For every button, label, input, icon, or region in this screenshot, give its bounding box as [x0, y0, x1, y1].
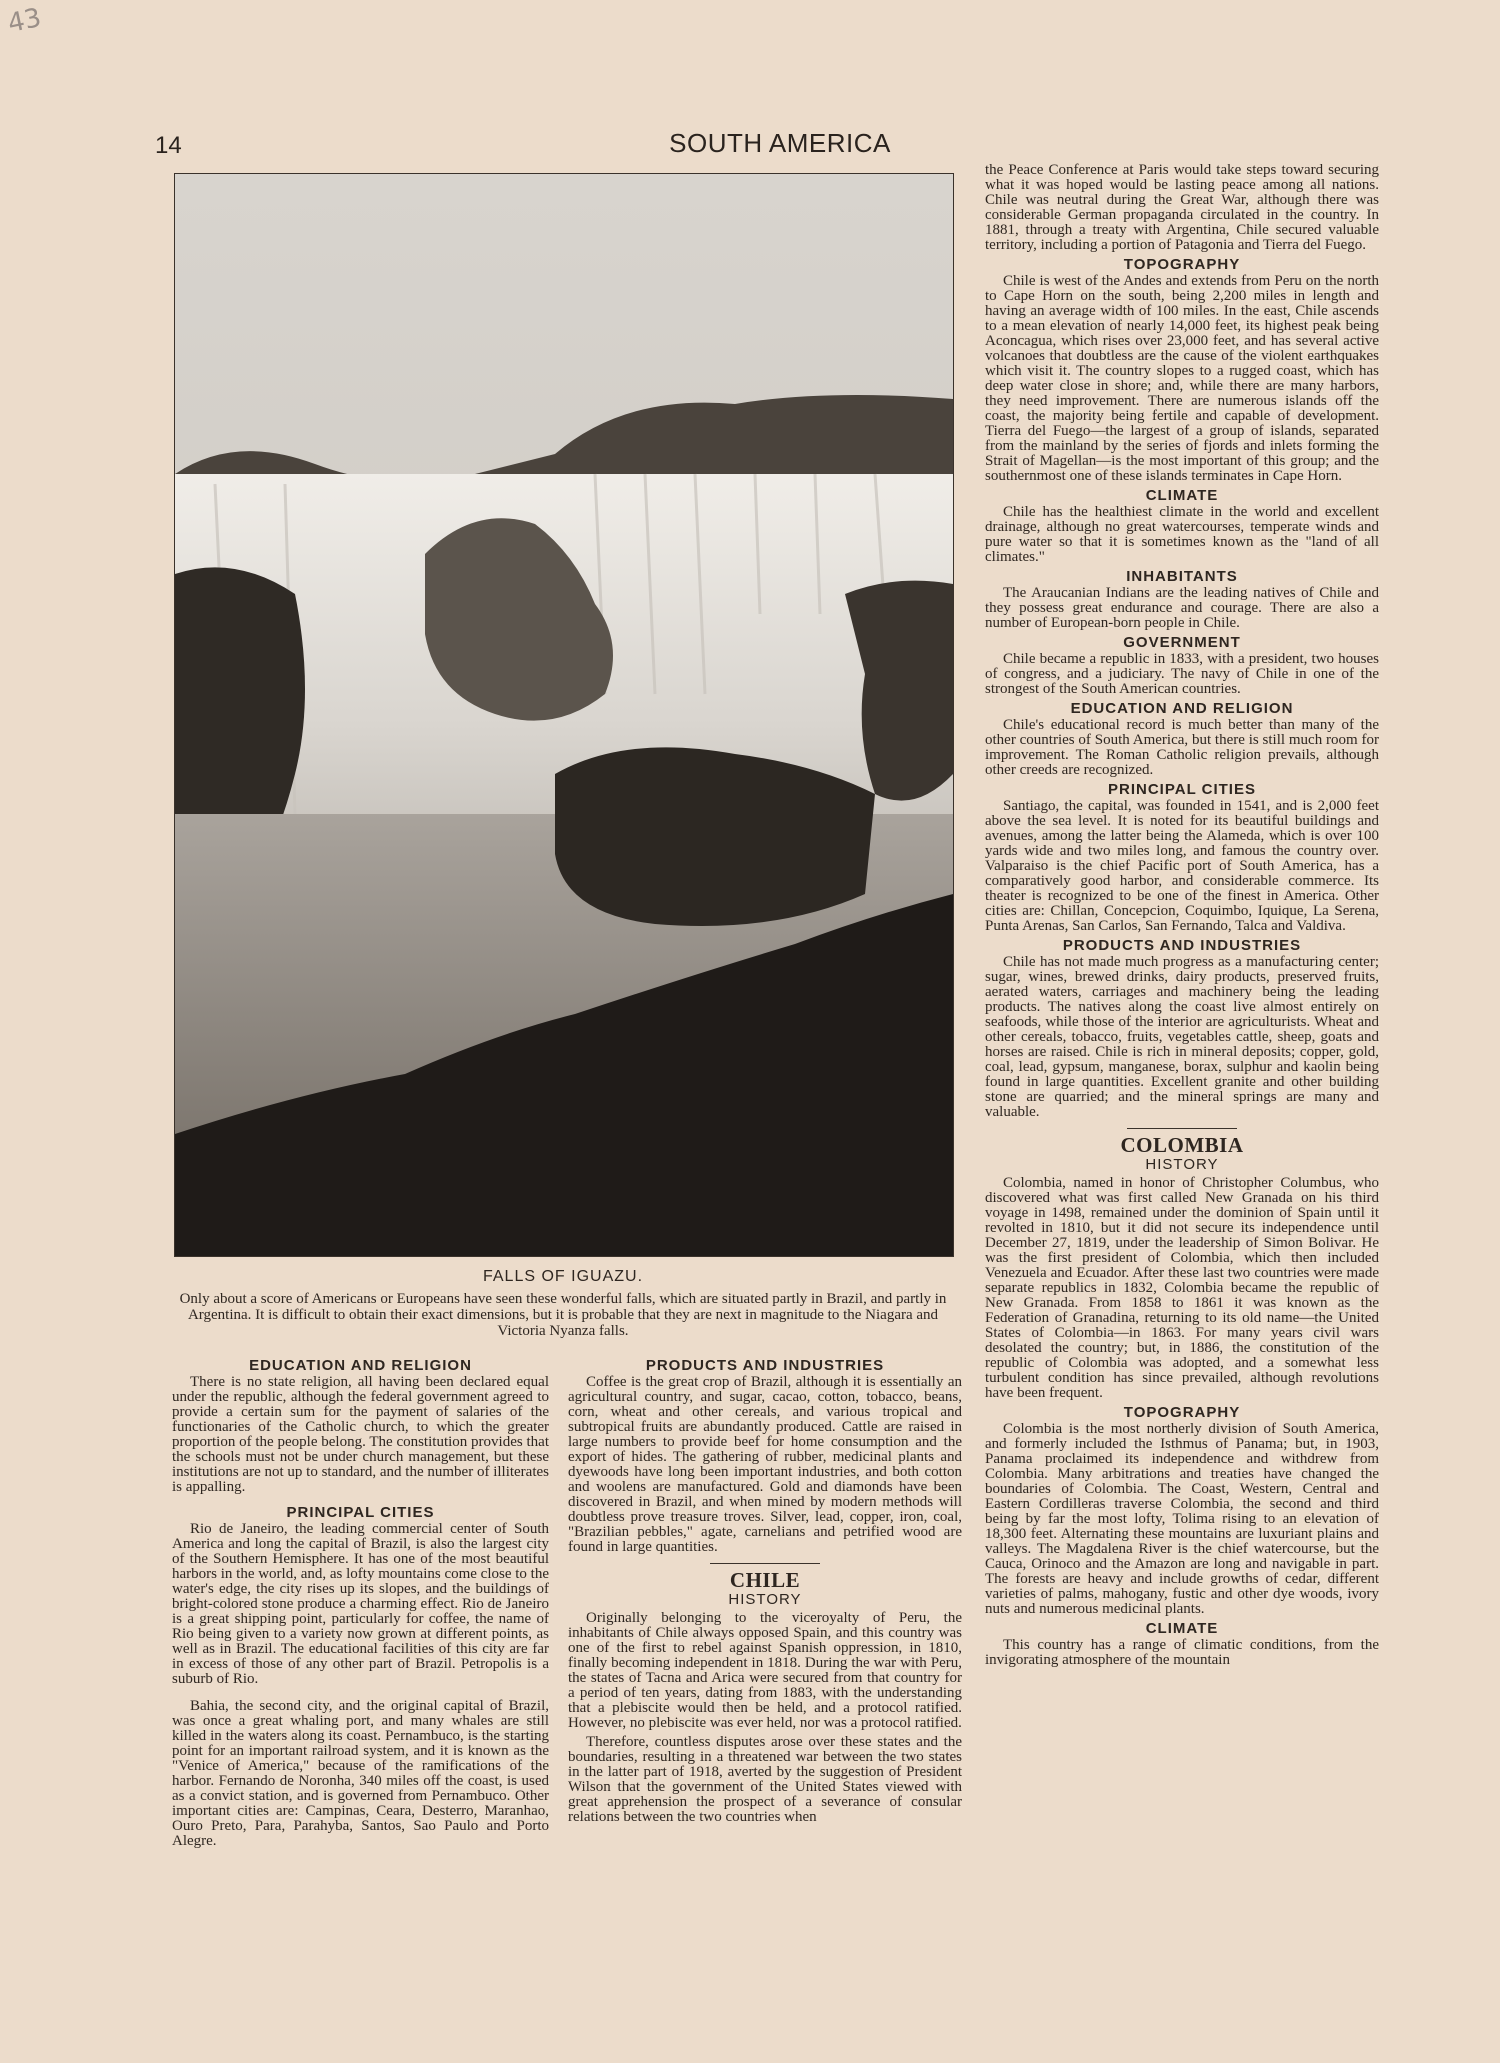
paragraph-chile-education: Chile's educational record is much better than many of the other countries of South America, but there is still much room for improvement. The Roman Catholic religion prevails, although other creeds are recognized.	[985, 717, 1379, 778]
paragraph-colombia-climate: This country has a range of climatic conditions, from the invigorating atmosphere of the mountain	[985, 1637, 1379, 1668]
heading-products-industries: PRODUCTS AND INDUSTRIES	[645, 1357, 885, 1374]
paragraph-chile-history-2: Therefore, countless disputes arose over these states and the boundaries, resulting in a threatened war between the two states in the latter part of 1918, averted by the suggestion of President Wilson that the government of the United States viewed with great apprehension the prospect of a severance of consular relations between the two countries when	[568, 1734, 962, 1825]
caption-title: FALLS OF IGUAZU.	[482, 1268, 644, 1285]
heading-chile-inhabitants: INHABITANTS	[1126, 568, 1238, 585]
heading-chile-climate: CLIMATE	[1145, 487, 1219, 504]
paragraph-chile-history-3: the Peace Conference at Paris would take steps toward securing what it was hoped would be lasting peace among all nations. Chile was neutral during the Great War, although there was considerable German propaganda circulated in the country. In 1881, through a treaty with Argentina, Chile secured valuable territory, including a portion of Patagonia and Tierra del Fuego.	[985, 162, 1379, 253]
heading-principal-cities: PRINCIPAL CITIES	[286, 1504, 435, 1521]
paragraph-products: Coffee is the great crop of Brazil, although it is essentially an agricultural country, and sugar, cacao, cotton, tobacco, beans, corn, wheat and other cereals, and various tropical and subtropical fruits are abundantly produced. Cattle are raised in large numbers to provide beef for home consumption and the export of hides. The gathering of rubber, medicinal plants and dyewoods have long been important industries, and both cotton and woolens are manufactured. Gold and diamonds have been discovered in Brazil, and when mined by modern methods will doubtless prove treasure troves. Silver, lead, copper, iron, coal, "Brazilian pebbles," agate, carnelians and petrified wood are found in large quantities.	[568, 1374, 962, 1555]
paragraph-colombia-history: Colombia, named in honor of Christopher Columbus, who discovered what was first called New Granada on his third voyage in 1498, remained under the dominion of Spain until it revolted in 1810, but it did not secure its independence until December 27, 1819, under the leadership of Simon Bolivar. He was the first president of Colombia, which then included Venezuela and Ecuador. After these last two countries were made separate republics in 1832, Colombia became the republic of New Granada. From 1858 to 1861 it was known as the Federation of Granadina, returning to its old name—the United States of Colombia—in 1863. For many years civil wars desolated the country; but, in 1886, the constitution of the republic of Colombia was adopted, and a somewhat less turbulent condition has since prevailed, although revolutions have been frequent.	[985, 1175, 1379, 1401]
paragraph-bahia: Bahia, the second city, and the original capital of Brazil, was once a great whaling port, and many whales are still killed in the waters along its coast. Pernambuco, is the starting point for an important railroad system, and it is known as the "Venice of America," because of the ramifications of the harbor. Fernando de Noronha, 340 miles off the coast, is used as a convict station, and is governed from Pernambuco. Other important cities are: Campinas, Ceara, Desterro, Maranhao, Ouro Preto, Para, Parahyba, Santos, Sao Paulo and Porto Alegre.	[172, 1698, 549, 1849]
heading-chile: CHILE	[729, 1568, 801, 1592]
heading-chile-history: HISTORY	[728, 1591, 802, 1608]
heading-colombia-climate: CLIMATE	[1145, 1620, 1219, 1637]
paragraph-chile-climate: Chile has the healthiest climate in the world and excellent drainage, although no great watercourses, temperate winds and pure water so that it is sometimes known as the "land of all climates."	[985, 504, 1379, 565]
paragraph-chile-inhabitants: The Araucanian Indians are the leading natives of Chile and they possess great endurance and courage. There are also a number of European-born people in Chile.	[985, 585, 1379, 631]
running-head: SOUTH AMERICA	[669, 128, 891, 158]
heading-chile-cities: PRINCIPAL CITIES	[1108, 781, 1256, 798]
paragraph-chile-history-1: Originally belonging to the viceroyalty of Peru, the inhabitants of Chile always opposed Spain, and this country was one of the first to rebel against Spanish oppression, in 1810, finally becoming independent in 1818. During the war with Peru, the states of Tacna and Arica were secured from that country for a period of ten years, dating from 1883, with the understanding that a plebiscite would then be held, and a protocol ratified. However, no plebiscite was ever held, nor was a protocol ratified.	[568, 1610, 962, 1731]
paragraph-chile-government: Chile became a republic in 1833, with a president, two houses of congress, and a judiciary. The navy of Chile in one of the strongest of the South American countries.	[985, 651, 1379, 697]
waterfall-illustration	[175, 174, 953, 1256]
heading-chile-government: GOVERNMENT	[1123, 634, 1241, 651]
heading-colombia-topography: TOPOGRAPHY	[1123, 1404, 1241, 1421]
paragraph-rio: Rio de Janeiro, the leading commercial center of South America and long the capital of Brazil, is also the largest city of the Southern Hemisphere. It has one of the most beautiful harbors in the world, and, as lofty mountains come close to the water's edge, the city rises up its slopes, and the buildings of bright-colored stone produce a charming effect. Rio de Janeiro is a great shipping point, particularly for coffee, the name of Rio being given to a variety now grown at different points, as well as in Brazil. The educational facilities of this city are far in excess of those of any other part of Brazil. Petropolis is a suburb of Rio.	[172, 1521, 549, 1687]
page-number: 14	[155, 132, 182, 159]
heading-colombia: COLOMBIA	[1120, 1133, 1244, 1157]
paragraph-colombia-topography: Colombia is the most northerly division of South America, and formerly included the Isthmus of Panama; but, in 1903, Panama proclaimed its independence and withdrew from Colombia. Many arbitrations and treaties have changed the boundaries of Colombia. The Coast, Western, Central and Eastern Cordilleras traverse Colombia, the second and third being by far the most lofty, Tolima rising to an elevation of 18,300 feet. Alternating these mountains are luxuriant plains and valleys. The Magdalena River is the chief watercourse, but the Cauca, Orinoco and the Amazon are long and navigable in part. The forests are heavy and include growths of cedar, different varieties of palms, mahogany, fustic and other dye woods, ivory nuts and numerous medicinal plants.	[985, 1421, 1379, 1617]
heading-education-religion: EDUCATION AND RELIGION	[249, 1357, 472, 1374]
column-brazil-education-cities	[172, 1358, 549, 1853]
heading-colombia-history: HISTORY	[1145, 1156, 1219, 1173]
falls-photograph	[174, 173, 954, 1257]
paragraph-chile-topography: Chile is west of the Andes and extends from Peru on the north to Cape Horn on the south, being 2,200 miles in length and having an average width of 100 miles. In the east, Chile ascends to a mean elevation of nearly 14,000 feet, its highest peak being Aconcagua, which rises over 23,000 feet, and has several active volcanoes that doubtless are the cause of the violent earthquakes which visit it. The country slopes to a rugged coast, which has deep water close in shore; and, while there are many harbors, they need improvement. There are numerous islands off the coast, the majority being fertile and capable of development. Tierra del Fuego—the largest of a group of islands, separated from the mainland by the series of fjords and inlets forming the Strait of Magellan—is the most important of this group; and the southernmost one of these islands terminates in Cape Horn.	[985, 273, 1379, 484]
section-divider	[1127, 1128, 1237, 1129]
column-brazil-products-chile	[568, 1358, 962, 1829]
caption-text: Only about a score of Americans or Europeans have seen these wonderful falls, which are situated partly in Brazil, and partly in Argentina. It is difficult to obtain their exact dimensions, but it is probable that they are next in magnitude to the Niagara and Victoria Nyanza falls.	[179, 1291, 947, 1339]
paragraph-education: There is no state religion, all having been declared equal under the republic, although the federal government agreed to provide a certain sum for the payment of salaries of the functionaries of the Catholic church, to which the greater proportion of the people belong. The constitution provides that the schools must not be under church management, but these institutions are not up to standard, and the number of illiterates is appalling.	[172, 1374, 549, 1495]
column-chile-colombia	[985, 163, 1379, 1672]
heading-chile-products: PRODUCTS AND INDUSTRIES	[1062, 937, 1302, 954]
paragraph-chile-cities: Santiago, the capital, was founded in 1541, and is 2,000 feet above the sea level. It is noted for its beautiful buildings and avenues, among the latter being the Alameda, which is over 100 yards wide and two miles long, and famous the country over. Valparaiso is the chief Pacific port of South America, has a comparatively good harbor, and considerable commerce. Its theater is recognized to be one of the finest in America. Other cities are: Chillan, Concepcion, Coquimbo, Iquique, La Serena, Punta Arenas, San Carlos, San Fernando, Talca and Valdiva.	[985, 798, 1379, 934]
pencil-mark: 43	[5, 2, 44, 40]
heading-chile-topography: TOPOGRAPHY	[1123, 256, 1241, 273]
section-divider	[710, 1563, 820, 1564]
heading-chile-education: EDUCATION AND RELIGION	[1070, 700, 1294, 717]
paragraph-chile-products: Chile has not made much progress as a manufacturing center; sugar, wines, brewed drinks, dairy products, preserved fruits, aerated waters, carriages and machinery being the leading products. The natives along the coast live almost entirely on seafoods, while those of the interior are agriculturists. Wheat and other cereals, tobacco, fruits, vegetables cattle, sheep, goats and horses are raised. Chile is rich in mineral deposits; copper, gold, coal, lead, gypsum, manganese, borax, sulphur and kaolin being found in large quantities. Excellent granite and other building stone are quarried; and the mineral springs are many and valuable.	[985, 954, 1379, 1120]
